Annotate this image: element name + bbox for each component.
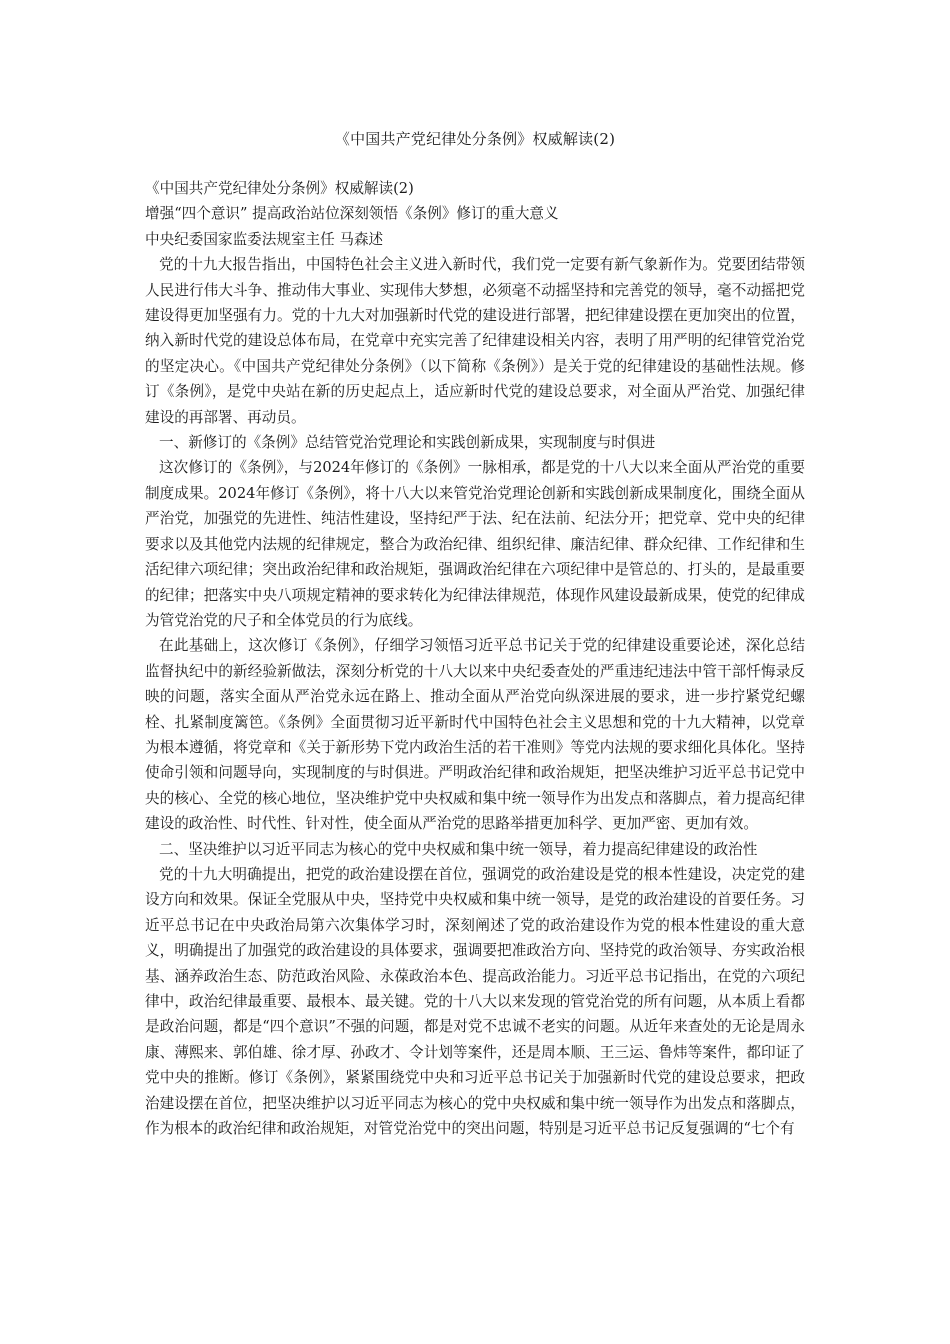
document-body (145, 176, 805, 1141)
section-heading-2: 二、坚决维护以习近平同志为核心的党中央权威和集中统一领导，着力提高纪律建设的政治性 (159, 840, 758, 858)
paragraph-section-1b: 在此基础上，这次修订《条例》，仔细学习领悟习近平总书记关于党的纪律建设重要论述，深化总结监督执纪中的新经验新做法，深刻分析党的十八大以来中央纪委查处的严重违纪违法中管干部忏悔录反映的问题，落实全面从严治党永远在路上、推动全面从严治党向纵深进展的要求，进一步拧紧党纪螺栓、扎紧制度篱笆。《条例》全面贯彻习近平新时代中国特色社会主义思想和党的十九大精神，以党章为根本遵循，将党章和《关于新形势下党内政治生活的若干准则》等党内法规的要求细化具体化。坚持使命引领和问题导向，实现制度的与时俱进。严明政治纪律和政治规矩，把坚决维护习近平总书记党中央的核心、全党的核心地位，坚决维护党中央权威和集中统一领导作为出发点和落脚点，着力提高纪律建设的政治性、时代性、针对性，使全面从严治党的思路举措更加科学、更加严密、更加有效。 (145, 637, 805, 833)
header-line-subtitle: 增强“四个意识” 提高政治站位深刻领悟《条例》修订的重大意义 (145, 205, 559, 223)
paragraph-intro: 党的十九大报告指出，中国特色社会主义进入新时代，我们党一定要有新气象新作为。党要团结带领人民进行伟大斗争、推动伟大事业、实现伟大梦想，必须毫不动摇坚持和完善党的领导，毫不动摇把党建设得更加坚强有力。党的十九大对加强新时代党的建设进行部署，把纪律建设摆在更加突出的位置，纳入新时代党的建设总体布局，在党章中充实完善了纪律建设相关内容，表明了用严明的纪律管党治党的坚定决心。《中国共产党纪律处分条例》（以下简称《条例》）是关于党的纪律建设的基础性法规。修订《条例》，是党中央站在新的历史起点上，适应新时代党的建设总要求，对全面从严治党、加强纪律建设的再部署、再动员。 (145, 256, 805, 426)
document-title: 《中国共产党纪律处分条例》权威解读(2) (334, 130, 616, 148)
paragraph-section-2a: 党的十九大明确提出，把党的政治建设摆在首位，强调党的政治建设是党的根本性建设，决定党的建设方向和效果。保证全党服从中央，坚持党中央权威和集中统一领导，是党的政治建设的首要任务。习近平总书记在中央政治局第六次集体学习时，深刻阐述了党的政治建设作为党的根本性建设的重大意义，明确提出了加强党的政治建设的具体要求，强调要把准政治方向、坚持党的政治领导、夯实政治根基、涵养政治生态、防范政治风险、永葆政治本色、提高政治能力。习近平总书记指出，在党的六项纪律中，政治纪律最重要、最根本、最关键。党的十八大以来发现的管党治党的所有问题，从本质上看都是政治问题，都是“四个意识”不强的问题，都是对党不忠诚不老实的问题。从近年来查处的无论是周永康、薄熙来、郭伯雄、徐才厚、孙政才、令计划等案件，还是周本顺、王三运、鲁炜等案件，都印证了党中央的推断。修订《条例》，紧紧围绕党中央和习近平总书记关于加强新时代党的建设总要求，把政治建设摆在首位，把坚决维护以习近平同志为核心的党中央权威和集中统一领导作为出发点和落脚点，作为根本的政治纪律和政治规矩，对管党治党中的突出问题，特别是习近平总书记反复强调的“七个有 (145, 865, 805, 1138)
header-line-repeat-title: 《中国共产党纪律处分条例》权威解读(2) (145, 180, 414, 197)
paragraph-section-1a: 这次修订的《条例》，与2024年修订的《条例》一脉相承，都是党的十八大以来全面从严治党的重要制度成果。2024年修订《条例》，将十八大以来管党治党理论创新和实践创新成果制度化，围绕全面从严治党，加强党的先进性、纯洁性建设，坚持纪严于法、纪在法前、纪法分开；把党章、党中央的纪律要求以及其他党内法规的纪律规定，整合为政治纪律、组织纪律、廉洁纪律、群众纪律、工作纪律和生活纪律六项纪律；突出政治纪律和政治规矩，强调政治纪律在六项纪律中是管总的、打头的，是最重要的纪律；把落实中央八项规定精神的要求转化为纪律法律规范，体现作风建设最新成果，使党的纪律成为管党治党的尺子和全体党员的行为底线。 (145, 459, 805, 629)
section-heading-1: 一、新修订的《条例》总结管党治党理论和实践创新成果，实现制度与时俱进 (159, 434, 656, 452)
header-line-author: 中央纪委国家监委法规室主任 马森述 (145, 230, 384, 248)
